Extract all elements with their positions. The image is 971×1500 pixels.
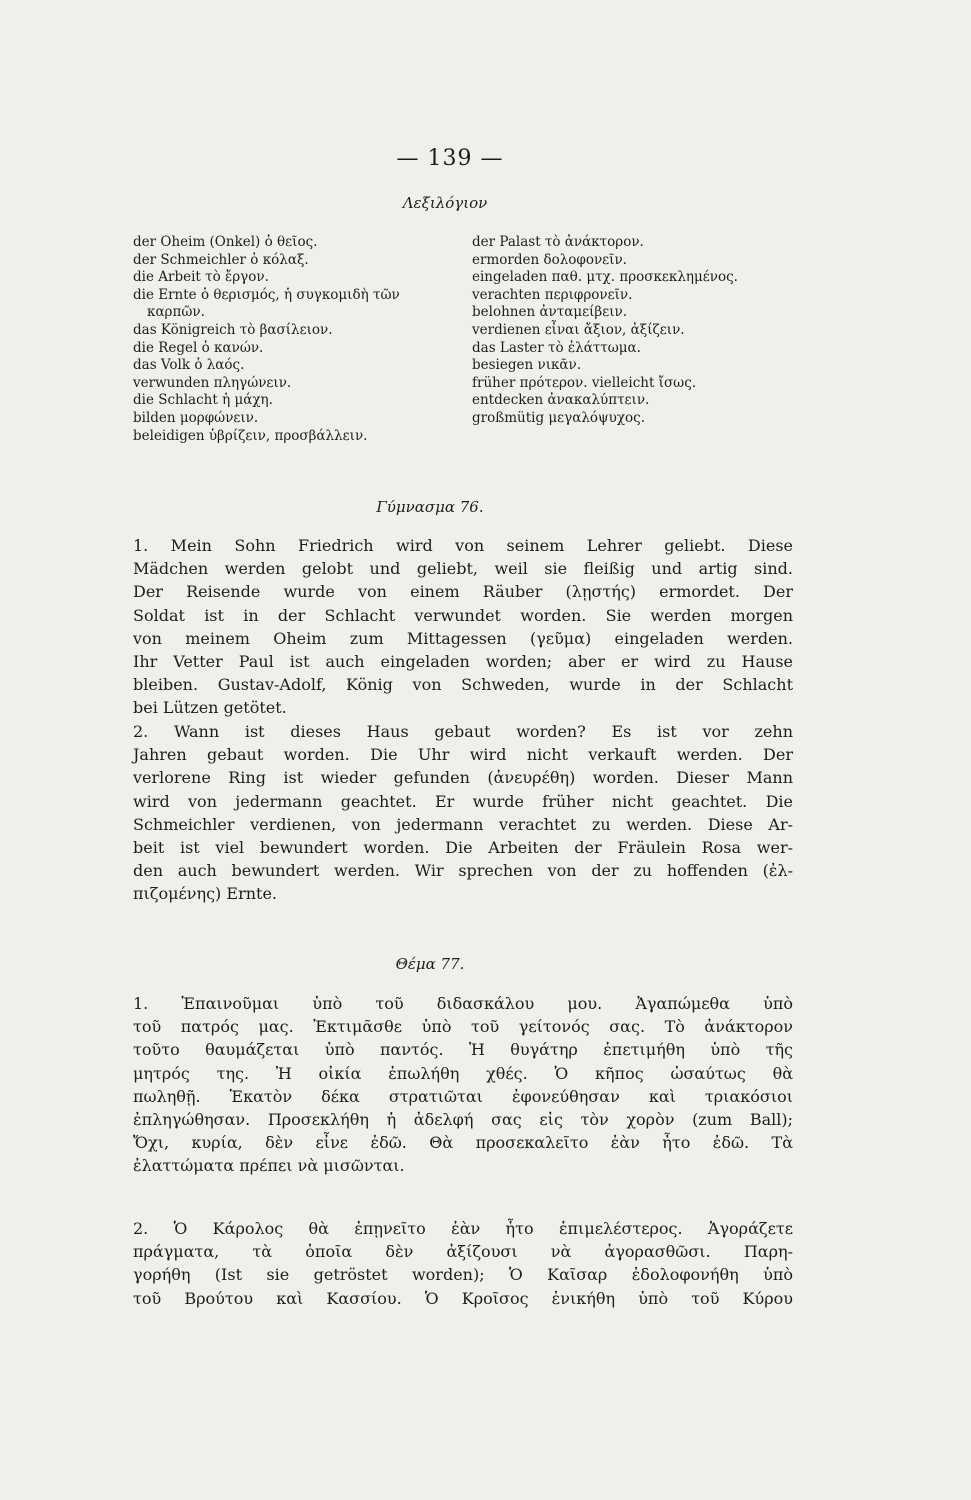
exercise-76-title: Γύμνασμα 76. bbox=[376, 498, 484, 516]
lexicon-title: Λεξιλόγιον bbox=[402, 194, 488, 212]
vocab-entry: verwunden πληγώνειν. bbox=[133, 374, 292, 391]
page-number: — 139 — bbox=[396, 146, 504, 171]
text-line: Ihr Vetter Paul ist auch eingeladen worden; aber er wird zu Hause bbox=[133, 652, 793, 672]
vocab-entry: die Regel ὁ κανών. bbox=[133, 339, 264, 356]
vocab-entry: großmütig μεγαλόψυχος. bbox=[472, 409, 646, 426]
vocab-entry: das Volk ὁ λαός. bbox=[133, 357, 245, 374]
text-line: γορήθη (Ist sie getröstet worden); Ὁ Καῖσαρ ἐδολοφονήθη ὑπὸ bbox=[133, 1265, 793, 1285]
text-line: wird von jedermann geachtet. Er wurde früher nicht geachtet. Die bbox=[133, 791, 793, 811]
vocab-entry: beleidigen ὑβρίζειν, προσβάλλειν. bbox=[133, 427, 368, 444]
exercise-76-paragraph-2 bbox=[133, 720, 793, 906]
text-line: 2. Ὁ Κάρολος θὰ ἐπῃνεῖτο ἐὰν ἦτο ἐπιμελέστερος. Ἀγοράζετε bbox=[133, 1219, 793, 1238]
text-line: ἐπληγώθησαν. Προσεκλήθη ἡ ἀδελφή σας εἰς τὸν χορὸν (zum Ball); bbox=[133, 1110, 793, 1130]
vocab-entry: die Ernte ὁ θερισμός, ἡ συγκομιδὴ τῶν bbox=[133, 286, 400, 303]
text-line: τοῦτο θαυμάζεται ὑπὸ παντός. Ἡ θυγάτηρ ἐπετιμήθη ὑπὸ τῆς bbox=[133, 1040, 793, 1060]
text-line: beit ist viel bewundert worden. Die Arbeiten der Fräulein Rosa wer- bbox=[133, 838, 793, 858]
text-line: πιζομένης) Ernte. bbox=[133, 884, 277, 904]
text-line: τοῦ Βρούτου καὶ Κασσίου. Ὁ Κροῖσος ἐνικήθη ὑπὸ τοῦ Κύρου bbox=[133, 1288, 793, 1308]
exercise-77-paragraph-2 bbox=[133, 1217, 793, 1310]
text-line: τοῦ πατρός μας. Ἐκτιμᾶσθε ὑπὸ τοῦ γείτονός σας. Τὸ ἀνάκτορον bbox=[133, 1017, 793, 1037]
text-line: πωληθῇ. Ἑκατὸν δέκα στρατιῶται ἐφονεύθησαν καὶ τριακόσιοι bbox=[133, 1086, 793, 1106]
text-line: 2. Wann ist dieses Haus gebaut worden? Es ist vor zehn bbox=[133, 722, 793, 741]
text-line: 1. Ἐπαινοῦμαι ὑπὸ τοῦ διδασκάλου μου. Ἀγαπώμεθα ὑπὸ bbox=[133, 994, 793, 1013]
vocab-entry: das Königreich τὸ βασίλειον. bbox=[133, 321, 333, 338]
exercise-77-title: Θέμα 77. bbox=[395, 955, 465, 973]
vocab-column-right bbox=[472, 234, 802, 428]
text-line: Jahren gebaut worden. Die Uhr wird nicht verkauft werden. Der bbox=[133, 745, 793, 765]
vocab-entry: die Arbeit τὸ ἔργον. bbox=[133, 269, 269, 286]
text-line: ἐλαττώματα πρέπει νὰ μισῶνται. bbox=[133, 1156, 405, 1176]
vocab-entry: der Palast τὸ ἀνάκτορον. bbox=[472, 234, 644, 250]
text-line: bei Lützen getötet. bbox=[133, 698, 287, 718]
vocab-entry: früher πρότερον. vielleicht ἴσως. bbox=[472, 374, 697, 391]
vocab-entry: belohnen ἀνταμείβειν. bbox=[472, 304, 627, 321]
text-line: Schmeichler verdienen, von jedermann verachtet zu werden. Diese Ar- bbox=[133, 814, 793, 834]
vocab-entry: besiegen νικᾶν. bbox=[472, 357, 582, 374]
vocab-entry: eingeladen παθ. μτχ. προσκεκλημένος. bbox=[472, 269, 738, 286]
text-line: den auch bewundert werden. Wir sprechen von der zu hoffenden (ἐλ- bbox=[133, 861, 793, 881]
vocab-entry-continued: καρπῶν. bbox=[147, 304, 205, 321]
exercise-76-paragraph-1 bbox=[133, 534, 793, 720]
vocab-entry: verachten περιφρονεῖν. bbox=[472, 286, 633, 303]
vocab-entry: verdienen εἶναι ἄξιον, ἀξίζειν. bbox=[472, 321, 685, 338]
vocab-entry: ermorden δολοφονεῖν. bbox=[472, 251, 627, 268]
text-line: Mädchen werden gelobt und geliebt, weil sie fleißig und artig sind. bbox=[133, 559, 793, 579]
text-line: 1. Mein Sohn Friedrich wird von seinem Lehrer geliebt. Diese bbox=[133, 536, 793, 555]
exercise-77-paragraph-1 bbox=[133, 992, 793, 1178]
vocab-entry: der Oheim (Onkel) ὁ θεῖος. bbox=[133, 234, 318, 250]
text-line: Ὄχι, κυρία, δὲν εἶνε ἐδῶ. Θὰ προσεκαλεῖτο ἐὰν ἦτο ἐδῶ. Τὰ bbox=[133, 1133, 793, 1153]
vocab-entry: das Laster τὸ ἐλάττωμα. bbox=[472, 339, 641, 356]
text-line: Der Reisende wurde von einem Räuber (λῃστής) ermordet. Der bbox=[133, 582, 793, 602]
text-line: bleiben. Gustav-Adolf, König von Schweden, wurde in der Schlacht bbox=[133, 675, 793, 695]
text-line: Soldat ist in der Schlacht verwundet worden. Sie werden morgen bbox=[133, 605, 793, 625]
text-line: μητρός της. Ἡ οἰκία ἐπωλήθη χθές. Ὁ κῆπος ὡσαύτως θὰ bbox=[133, 1063, 793, 1083]
vocab-entry: der Schmeichler ὁ κόλαξ. bbox=[133, 251, 309, 268]
text-line: verlorene Ring ist wieder gefunden (ἀνευρέθη) worden. Dieser Mann bbox=[133, 768, 793, 788]
vocab-entry: bilden μορφώνειν. bbox=[133, 409, 259, 426]
vocab-entry: entdecken ἀνακαλύπτειν. bbox=[472, 392, 650, 409]
vocab-entry: die Schlacht ἡ μάχη. bbox=[133, 392, 273, 409]
vocab-column-left bbox=[133, 234, 463, 445]
text-line: von meinem Oheim zum Mittagessen (γεῦμα) eingeladen werden. bbox=[133, 628, 793, 648]
text-line: πράγματα, τὰ ὁποῖα δὲν ἀξίζουσι νὰ ἀγορασθῶσι. Παρη- bbox=[133, 1242, 793, 1262]
